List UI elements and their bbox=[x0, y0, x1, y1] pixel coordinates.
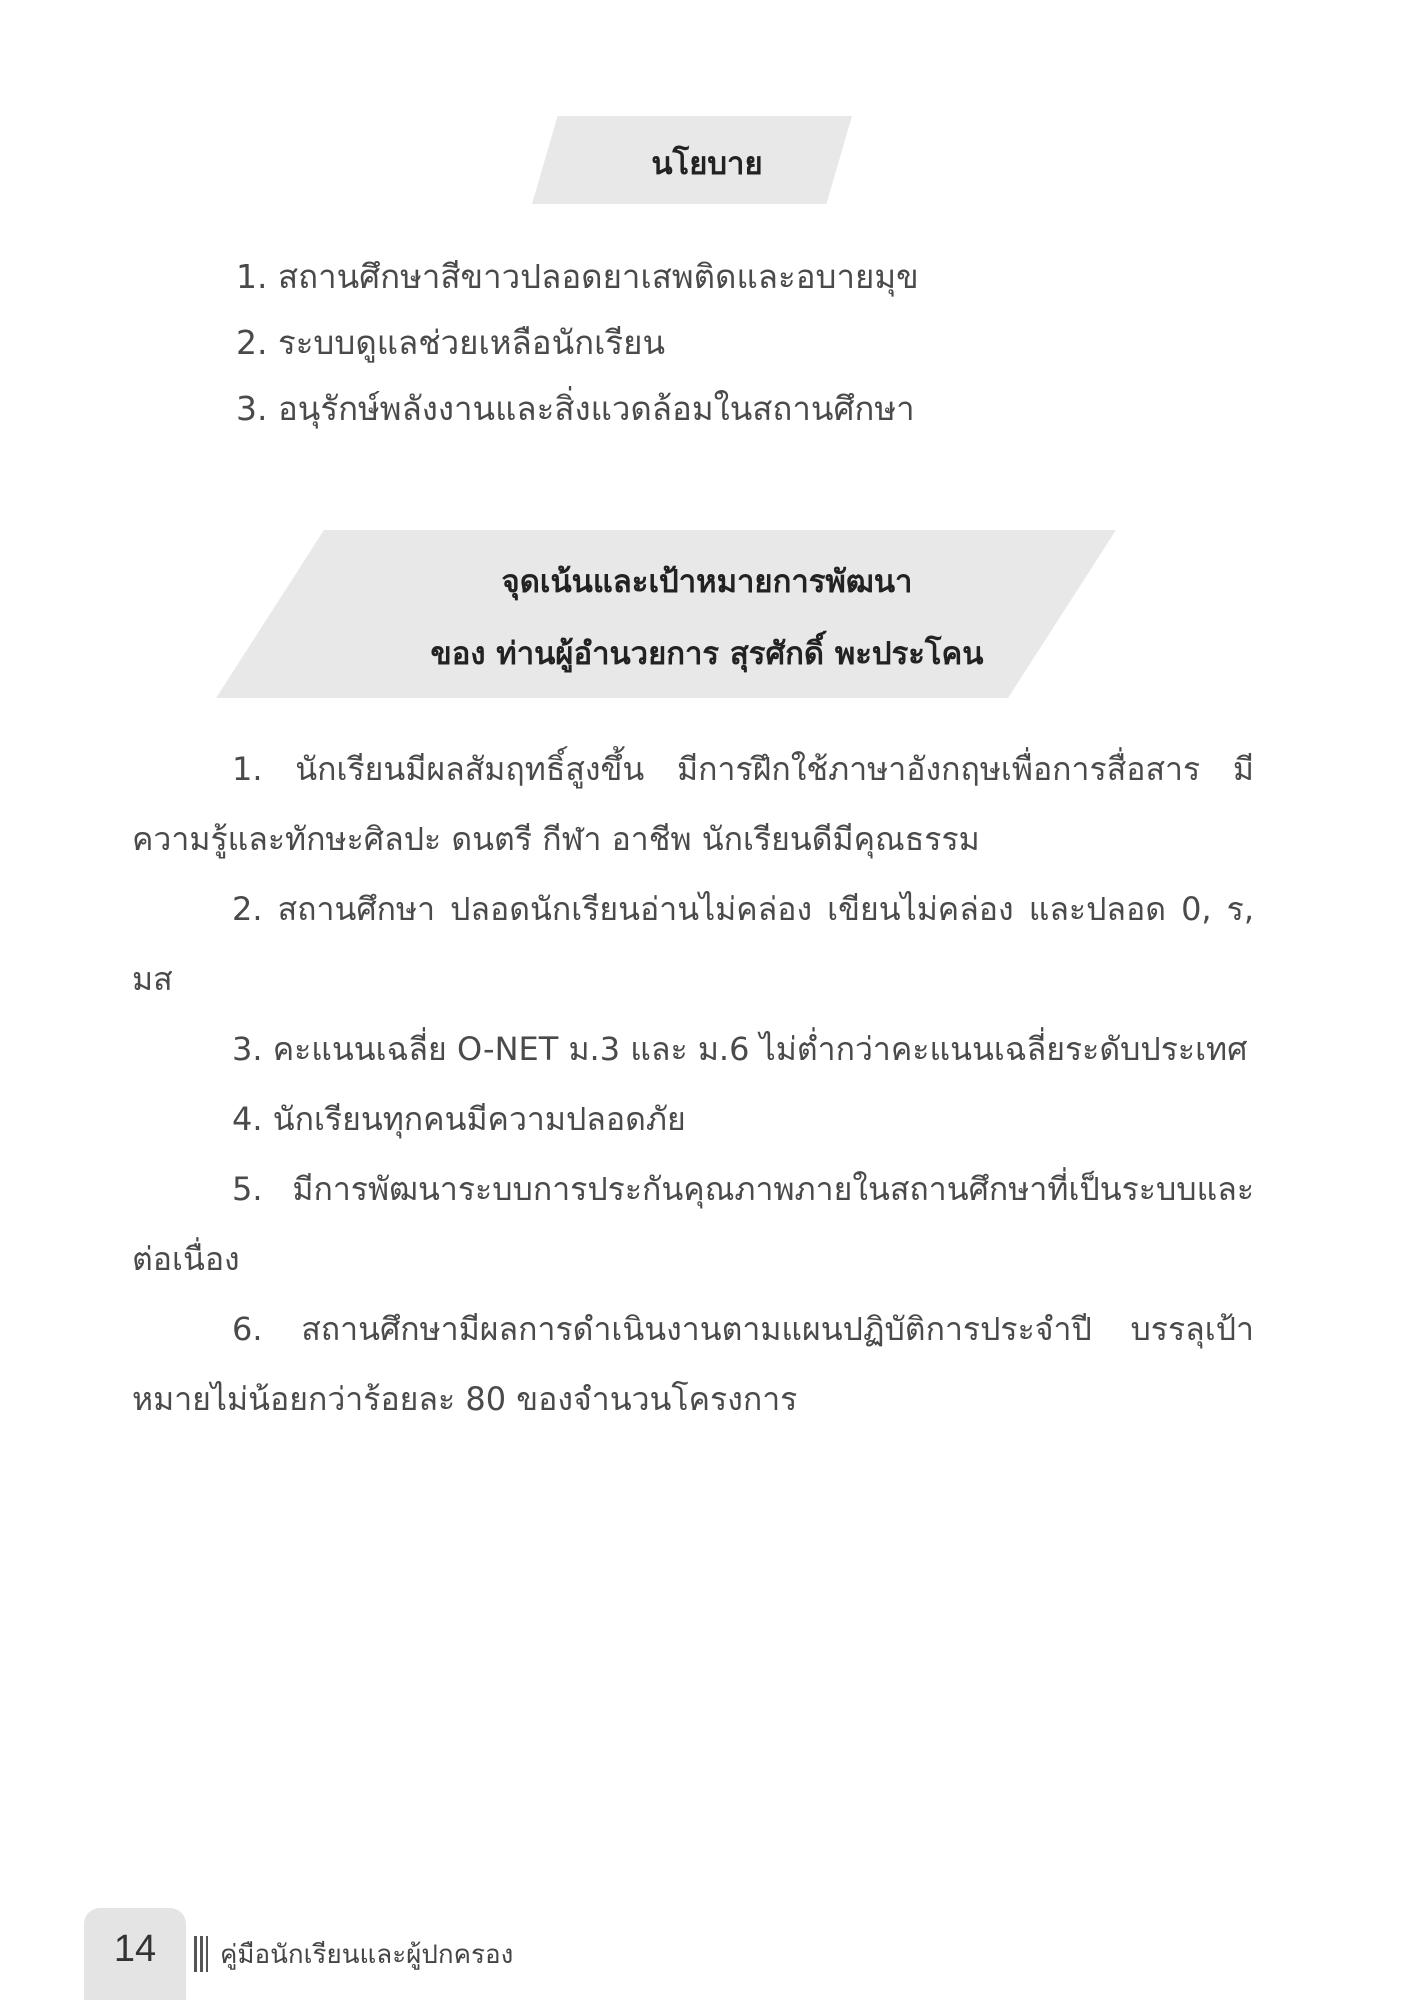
page-number: 14 bbox=[113, 1928, 157, 1970]
goal-item: 2. สถานศึกษา ปลอดนักเรียนอ่านไม่คล่อง เขียนไม่คล่อง และปลอด 0, ร, มส bbox=[132, 890, 1254, 998]
policy-list bbox=[236, 244, 919, 442]
policy-item: 3. อนุรักษ์พลังงานและสิ่งแวดล้อมในสถานศึกษา bbox=[236, 389, 915, 428]
goal-item: 4. นักเรียนทุกคนมีความปลอดภัย bbox=[232, 1100, 686, 1138]
goal-item: 6. สถานศึกษามีผลการดำเนินงานตามแผนปฏิบัติการประจำปี บรรลุเป้าหมายไม่น้อยกว่าร้อยละ 80 ของจำนวนโครงการ bbox=[132, 1310, 1254, 1418]
policy-item: 2. ระบบดูแลช่วยเหลือนักเรียน bbox=[236, 323, 666, 362]
footer-divider-icon bbox=[194, 1936, 214, 1972]
focus-heading-line2: ของ ท่านผู้อำนวยการ สุรศักดิ์ พะประโคน bbox=[430, 636, 984, 672]
footer-book-title: คู่มือนักเรียนและผู้ปกครอง bbox=[220, 1940, 514, 1970]
goal-item: 5. มีการพัฒนาระบบการประกันคุณภาพภายในสถานศึกษาที่เป็นระบบและต่อเนื่อง bbox=[132, 1170, 1254, 1278]
policy-heading: นโยบาย bbox=[651, 146, 763, 182]
focus-goals-list bbox=[132, 734, 1254, 1434]
goal-item: 1. นักเรียนมีผลสัมฤทธิ์สูงขึ้น มีการฝึกใช้ภาษาอังกฤษเพื่อการสื่อสาร มีความรู้และทักษะศิลปะ ดนตรี กีฬา อาชีพ นักเรียนดีมีคุณธรรม bbox=[132, 750, 1254, 858]
goal-item: 3. คะแนนเฉลี่ย O-NET ม.3 และ ม.6 ไม่ต่ำกว่าคะแนนเฉลี่ยระดับประเทศ bbox=[232, 1030, 1248, 1068]
focus-heading-line1: จุดเน้นและเป้าหมายการพัฒนา bbox=[501, 564, 913, 600]
policy-item: 1. สถานศึกษาสีขาวปลอดยาเสพติดและอบายมุข bbox=[236, 257, 919, 296]
